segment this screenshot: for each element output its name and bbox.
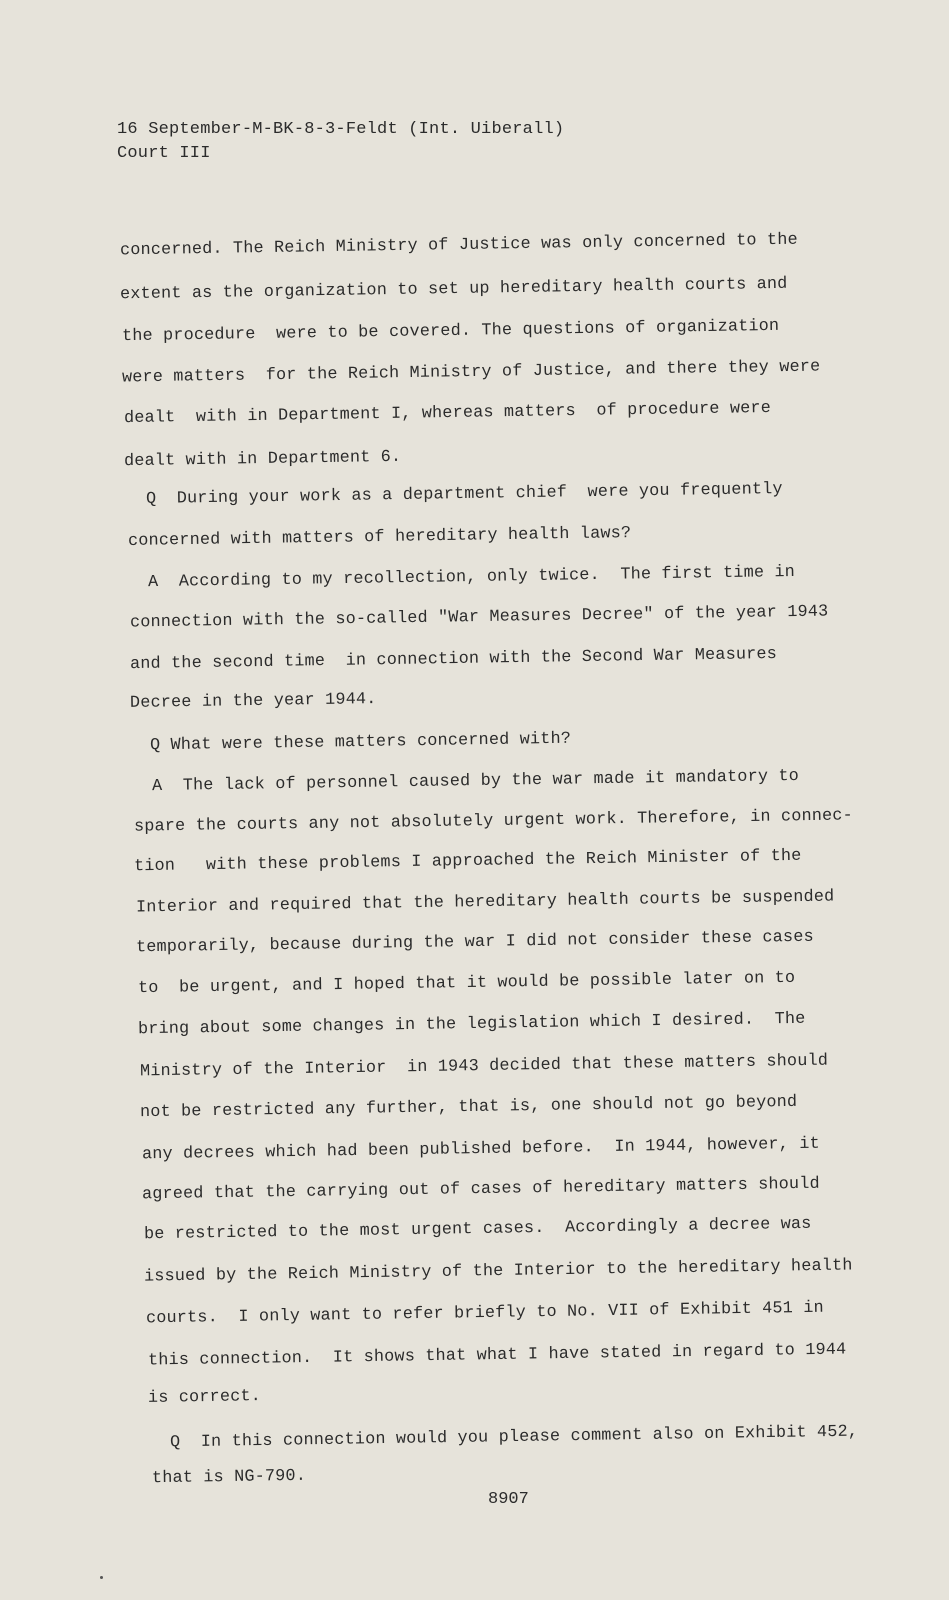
body-line: Ministry of the Interior in 1943 decided that these matters should xyxy=(139,1051,829,1082)
page-number: 8907 xyxy=(488,1490,529,1509)
body-line: issued by the Reich Ministry of the Interior to the hereditary health xyxy=(143,1256,853,1287)
question-line: Q During your work as a department chief were you frequently xyxy=(145,480,783,509)
body-line: Decree in the year 1944. xyxy=(129,690,377,713)
body-line: dealt with in Department 6. xyxy=(123,447,402,472)
body-line: agreed that the carrying out of cases of hereditary matters should xyxy=(141,1174,820,1205)
body-line: were matters for the Reich Ministry of Justice, and there they were xyxy=(121,357,821,388)
body-line: the procedure were to be covered. The questions of organization xyxy=(121,316,780,347)
body-line: concerned with matters of hereditary health laws? xyxy=(127,524,632,551)
paper-speck xyxy=(100,1576,103,1579)
body-line: is correct. xyxy=(147,1387,262,1408)
body-line: that is NG-790. xyxy=(151,1466,307,1489)
header-court-line: Court III xyxy=(117,144,211,163)
answer-line: A According to my recollection, only twice. The first time in xyxy=(147,562,796,593)
body-line: spare the courts any not absolutely urgent work. Therefore, in connec- xyxy=(133,806,854,837)
body-line: connection with the so-called "War Measures Decree" of the year 1943 xyxy=(129,602,829,633)
body-line: extent as the organization to set up hereditary health courts and xyxy=(119,274,788,305)
body-line: dealt with in Department I, whereas matters of procedure were xyxy=(123,398,772,429)
body-line: concerned. The Reich Ministry of Justice was only concerned to the xyxy=(119,230,798,261)
answer-line: A The lack of personnel caused by the war made it mandatory to xyxy=(151,766,800,797)
body-line: temporarily, because during the war I did not consider these cases xyxy=(135,927,814,958)
body-line: any decrees which had been published before. In 1944, however, it xyxy=(141,1134,820,1165)
body-line: be restricted to the most urgent cases. Accordingly a decree was xyxy=(143,1214,812,1245)
body-line: and the second time in connection with the Second War Measures xyxy=(129,644,778,675)
question-line: Q In this connection would you please comment also on Exhibit 452, xyxy=(169,1422,859,1453)
body-line: courts. I only want to refer briefly to No. VII of Exhibit 451 in xyxy=(145,1298,824,1329)
body-line: bring about some changes in the legislation which I desired. The xyxy=(137,1009,806,1040)
question-line: Q What were these matters concerned with? xyxy=(149,729,572,756)
body-line: tion with these problems I approached the Reich Minister of the xyxy=(133,846,802,877)
body-line: Interior and required that the hereditary health courts be suspended xyxy=(135,887,835,918)
header-session-line: 16 September-M-BK-8-3-Feldt (Int. Uiberall) xyxy=(117,120,565,139)
body-line: not be restricted any further, that is, one should not go beyond xyxy=(139,1092,798,1123)
body-line: to be urgent, and I hoped that it would be possible later on to xyxy=(137,968,796,999)
body-line: this connection. It shows that what I have stated in regard to 1944 xyxy=(147,1340,847,1371)
